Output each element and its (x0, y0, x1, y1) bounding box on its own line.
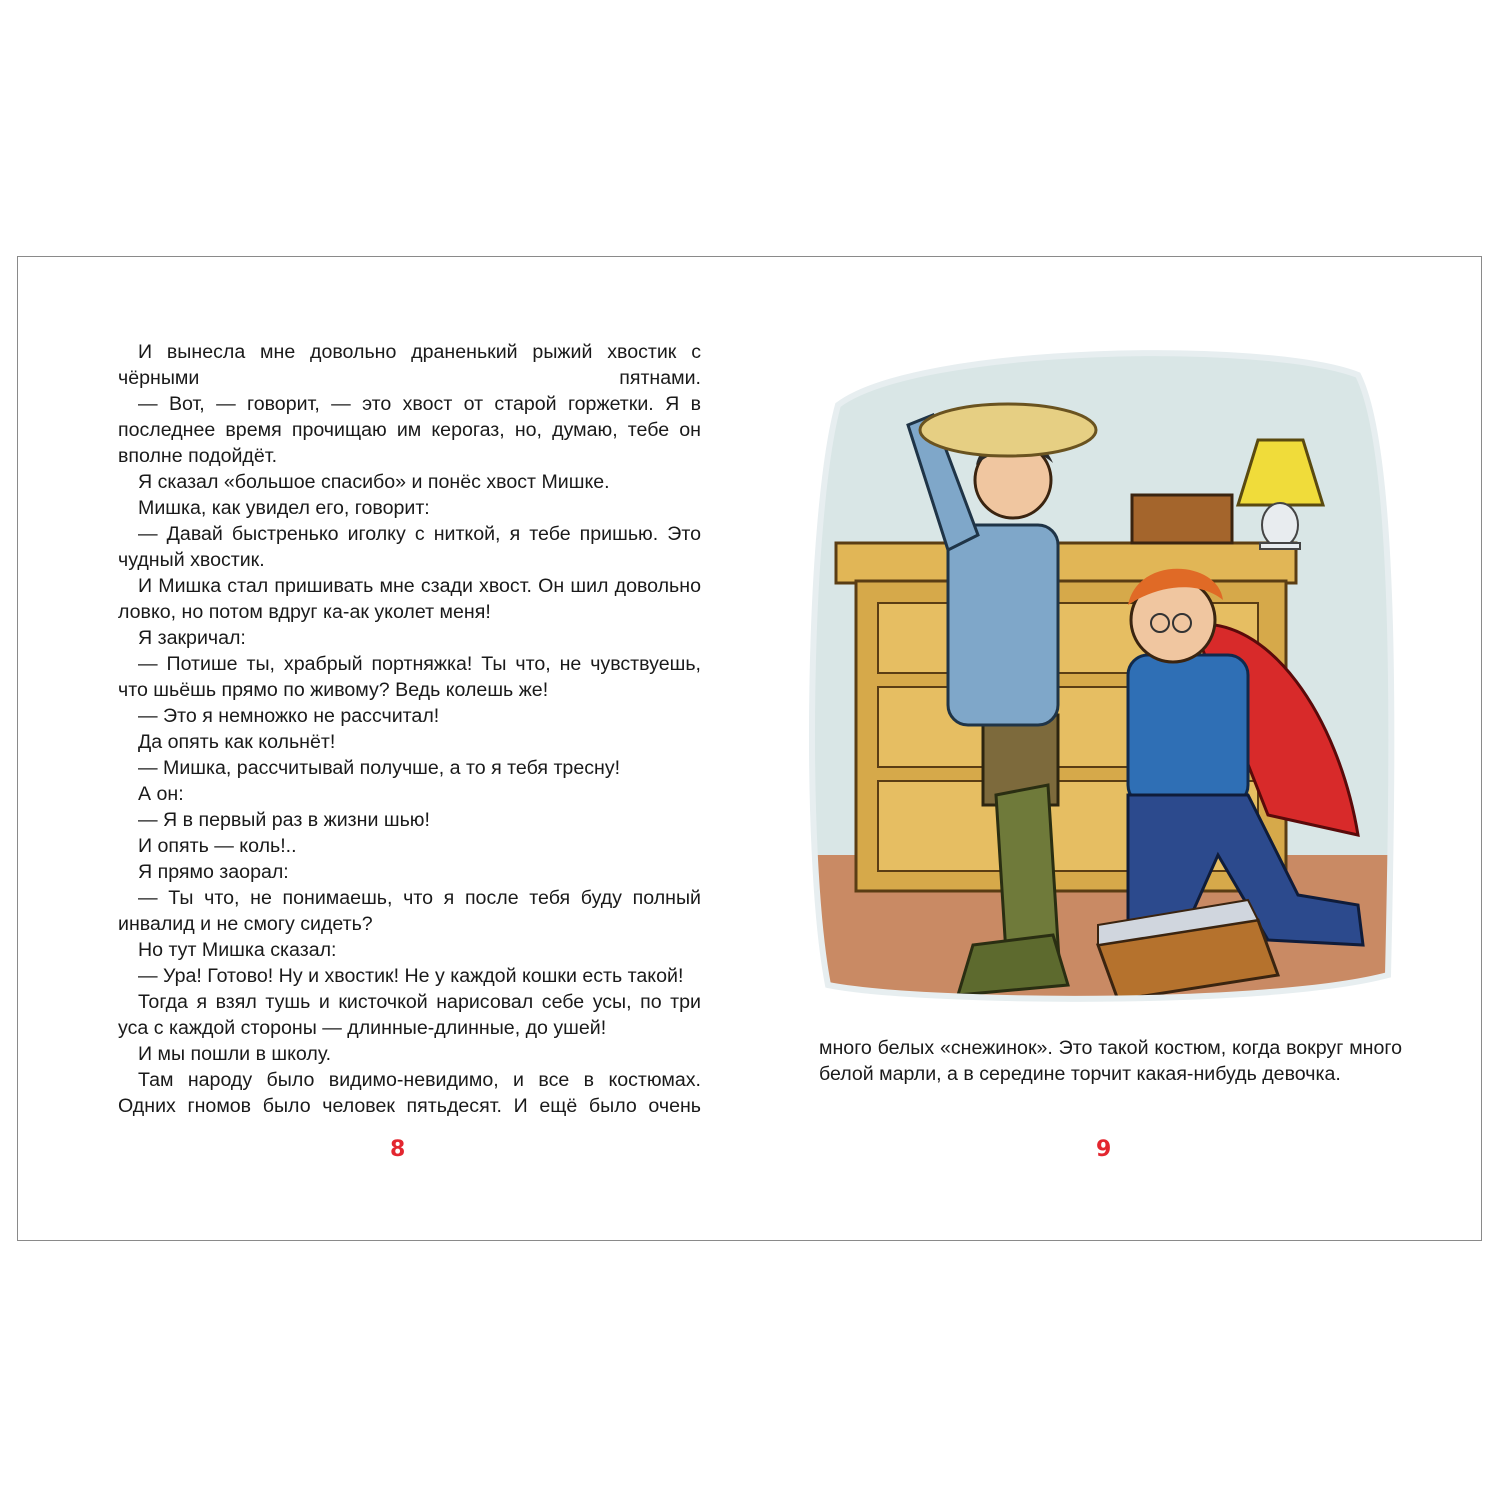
paragraph: — Потише ты, храбрый портняжка! Ты что, не чувствуешь, что шьёшь прямо по живому? Ведь колешь же! (118, 653, 701, 701)
wooden-box (1132, 495, 1232, 543)
paragraph: — Давай быстренько иголку с ниткой, я тебе пришью. Это чудный хвостик. (118, 523, 701, 571)
paragraph: И мы пошли в школу. (138, 1043, 332, 1065)
paragraph: Да опять как кольнёт! (138, 731, 336, 753)
paragraph: — Я в первый раз в жизни шью! (138, 809, 430, 831)
paragraph: Я прямо заорал: (138, 861, 289, 883)
paragraph: Я сказал «большое спасибо» и понёс хвост Мишке. (138, 471, 610, 493)
paragraph: много белых «снежинок». Это такой костюм, когда вокруг много белой марли, а в середине торчит какая-нибудь девочка. (819, 1037, 1402, 1085)
paragraph: И вынесла мне довольно драненький рыжий хвостик с чёрными пятнами. (118, 341, 701, 389)
paragraph: А он: (138, 783, 184, 805)
paragraph: И опять — коль!.. (138, 835, 297, 857)
paragraph: — Ура! Готово! Ну и хвостик! Не у каждой кошки есть такой! (138, 965, 684, 987)
paragraph: Мишка, как увидел его, говорит: (138, 497, 430, 519)
page-number-left: 8 (390, 1137, 406, 1162)
paragraph: — Ты что, не понимаешь, что я после тебя буду полный инвалид и не смогу сидеть? (118, 887, 701, 935)
paragraph: Но тут Мишка сказал: (138, 939, 337, 961)
right-page-text (819, 1035, 1402, 1087)
illustration (798, 335, 1398, 1007)
paragraph: — Это я немножко не рассчитал! (138, 705, 440, 727)
left-page-text (118, 339, 701, 1119)
paragraph: — Мишка, рассчитывай получше, а то я тебя тресну! (138, 757, 621, 779)
page-number-right: 9 (1096, 1137, 1112, 1162)
paragraph: Я закричал: (138, 627, 246, 649)
paragraph: И Мишка стал пришивать мне сзади хвост. Он шил довольно ловко, но потом вдруг ка-ак уколет меня! (118, 575, 701, 623)
paragraph: Тогда я взял тушь и кисточкой нарисовал себе усы, по три уса с каждой стороны — длинные-длинные, до ушей! (118, 991, 701, 1039)
paragraph: — Вот, — говорит, — это хвост от старой горжетки. Я в последнее время прочищаю им керогаз, но, думаю, тебе он вполне подойдёт. (118, 393, 701, 467)
paragraph: Там народу было видимо-невидимо, и все в костюмах. Одних гномов было человек пятьдесят. И ещё было очень (118, 1069, 701, 1117)
book-spread (17, 256, 1482, 1241)
